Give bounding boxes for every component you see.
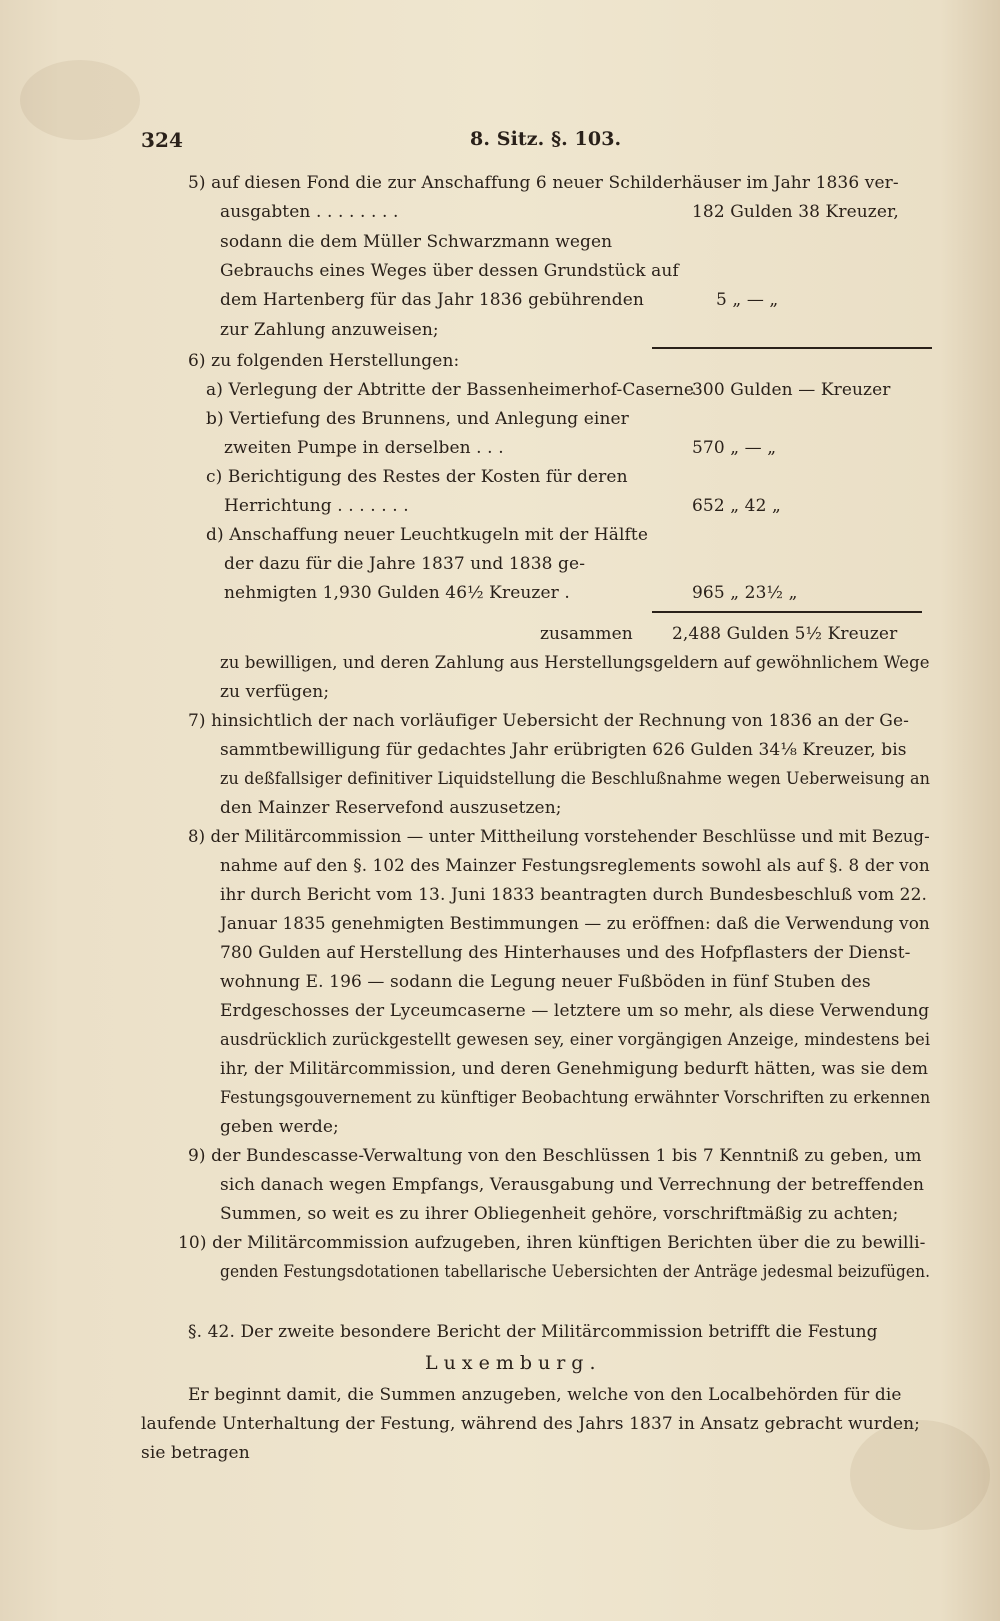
amount: 652 „ 42 „ — [692, 496, 781, 516]
item-6-line: der dazu für die Jahre 1837 und 1838 ge- — [224, 554, 586, 574]
item-6-line: c) Berichtigung des Restes der Kosten für deren — [206, 467, 628, 487]
item-8-line: ihr, der Militärcommission, und deren Genehmigung bedurft hätten, was sie dem — [220, 1059, 929, 1079]
amount: 300 Gulden — Kreuzer — [692, 380, 891, 400]
item-5-line: dem Hartenberg für das Jahr 1836 gebührenden — [220, 290, 644, 310]
item-6-line: d) Anschaffung neuer Leuchtkugeln mit der Hälfte — [206, 525, 649, 545]
item-6-line: 6) zu folgenden Herstellungen: — [188, 351, 460, 371]
item-5-line: 5) auf diesen Fond die zur Anschaffung 6 neuer Schilderhäuser im Jahr 1836 ver- — [188, 173, 899, 193]
sum-rule — [652, 611, 922, 613]
item-8-line: Januar 1835 genehmigten Bestimmungen — zu eröffnen: daß die Verwendung von — [220, 914, 930, 934]
item-9-line: Summen, so weit es zu ihrer Obliegenheit gehöre, vorschriftmäßig zu achten; — [220, 1204, 899, 1224]
section-42-line: §. 42. Der zweite besondere Bericht der Militärcommission betrifft die Festung — [188, 1322, 878, 1342]
item-9-line: 9) der Bundescasse-Verwaltung von den Beschlüssen 1 bis 7 Kenntniß zu geben, um — [188, 1146, 922, 1166]
separator-rule — [652, 347, 932, 349]
item-6-line: a) Verlegung der Abtritte der Bassenheimerhof-Caserne — [206, 380, 695, 400]
item-7-line: den Mainzer Reservefond auszusetzen; — [220, 798, 562, 818]
item-6-line: b) Vertiefung des Brunnens, und Anlegung einer — [206, 409, 629, 429]
paper-stain — [850, 1420, 990, 1530]
item-5-line: sodann die dem Müller Schwarzmann wegen — [220, 232, 613, 252]
item-10-line: genden Festungsdotationen tabellarische Uebersichten der Anträge jedesmal beizufügen. — [220, 1262, 931, 1282]
item-6-line: zu verfügen; — [220, 682, 330, 702]
item-8-line: Erdgeschosses der Lyceumcaserne — letztere um so mehr, als diese Verwendung — [220, 1001, 930, 1021]
section-42-line: Er beginnt damit, die Summen anzugeben, welche von den Localbehörden für die — [188, 1385, 902, 1405]
amount: 965 „ 23½ „ — [692, 583, 798, 603]
item-8-line: Festungsgouvernement zu künftiger Beobachtung erwähnter Vorschriften zu erkennen — [220, 1088, 931, 1108]
item-7-line: zu deßfallsiger definitiver Liquidstellung die Beschlußnahme wegen Ueberweisung an — [220, 769, 931, 789]
item-9-line: sich danach wegen Empfangs, Verausgabung und Verrechnung der betreffenden — [220, 1175, 925, 1195]
item-8-line: nahme auf den §. 102 des Mainzer Festungsreglements sowohl als auf §. 8 der von — [220, 856, 930, 876]
running-title: 8. Sitz. §. 103. — [470, 128, 622, 150]
item-5-line: ausgabten . . . . . . . . — [220, 202, 399, 222]
item-8-line: wohnung E. 196 — sodann die Legung neuer Fußböden in fünf Stuben des — [220, 972, 871, 992]
item-5-line: zur Zahlung anzuweisen; — [220, 320, 439, 340]
item-8-line: 8) der Militärcommission — unter Mittheilung vorstehender Beschlüsse und mit Bezug- — [188, 827, 930, 847]
amount: 5 „ — „ — [716, 290, 779, 310]
item-10-line: 10) der Militärcommission aufzugeben, ihren künftigen Berichten über die zu bewilli- — [178, 1233, 926, 1253]
section-42-line: sie betragen — [141, 1443, 250, 1463]
amount: 570 „ — „ — [692, 438, 777, 458]
item-8-line: geben werde; — [220, 1117, 339, 1137]
amount: 182 Gulden 38 Kreuzer, — [692, 202, 899, 222]
item-7-line: 7) hinsichtlich der nach vorläufiger Uebersicht der Rechnung von 1836 an der Ge- — [188, 711, 909, 731]
item-8-line: ihr durch Bericht vom 13. Juni 1833 beantragten durch Bundesbeschluß vom 22. — [220, 885, 928, 905]
total-amount: 2,488 Gulden 5½ Kreuzer — [672, 624, 898, 644]
section-42-line: laufende Unterhaltung der Festung, während des Jahrs 1837 in Ansatz gebracht wurden; — [141, 1414, 920, 1434]
item-7-line: sammtbewilligung für gedachtes Jahr erübrigten 626 Gulden 34⅛ Kreuzer, bis — [220, 740, 907, 760]
section-title: Luxemburg. — [425, 1352, 602, 1374]
total-label: zusammen — [540, 624, 633, 644]
item-8-line: 780 Gulden auf Herstellung des Hinterhauses und des Hofpflasters der Dienst- — [220, 943, 911, 963]
item-6-line: zweiten Pumpe in derselben . . . — [224, 438, 504, 458]
item-6-line: nehmigten 1,930 Gulden 46½ Kreuzer . — [224, 583, 570, 603]
item-8-line: ausdrücklich zurückgestellt gewesen sey, einer vorgängigen Anzeige, mindestens bei — [220, 1030, 931, 1050]
item-6-line: Herrichtung . . . . . . . — [224, 496, 409, 516]
page-number: 324 — [141, 128, 184, 152]
item-5-line: Gebrauchs eines Weges über dessen Grundstück auf — [220, 261, 679, 281]
item-6-line: zu bewilligen, und deren Zahlung aus Herstellungsgeldern auf gewöhnlichem Wege — [220, 653, 930, 673]
paper-stain — [20, 60, 140, 140]
